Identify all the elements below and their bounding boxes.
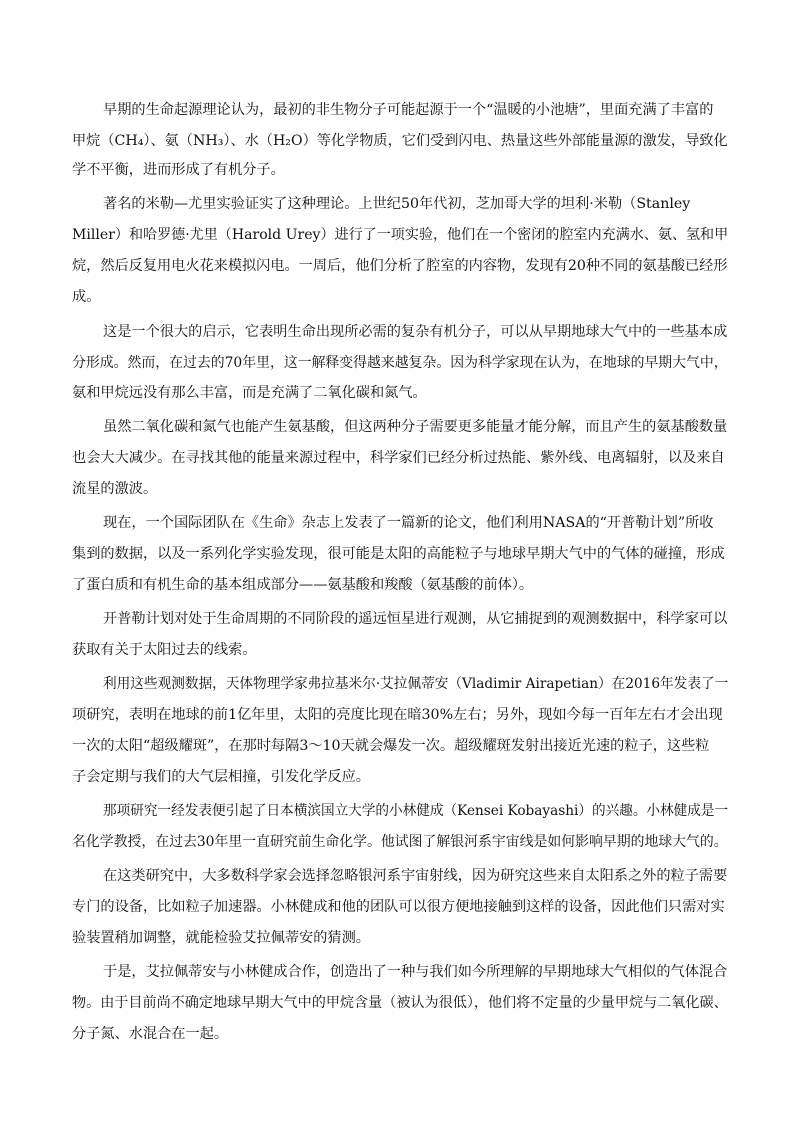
text-line: 名化学教授，在过去30年里一直研究前生命化学。他试图了解银河系宇宙线是如何影响早期的地球大气的。 (72, 834, 728, 850)
text-line: 著名的米勒—尤里实验证实了这种理论。上世纪50年代初，芝加哥大学的坦利·米勒（Stanley (103, 196, 691, 212)
text-line: 物。由于目前尚不确定地球早期大气中的甲烷含量（被认为很低），他们将不定量的少量甲烷与二氧化碳、 (72, 995, 728, 1011)
text-line: 也会大大减少。在寻找其他的能量来源过程中，科学家们已经分析过热能、紫外线、电离辐射，以及来自 (72, 450, 725, 466)
text-line: 烷，然后反复用电火花来模拟闪电。一周后，他们分析了腔室的内容物，发现有20种不同的氨基酸已经形 (72, 258, 728, 274)
text-line: 这是一个很大的启示，它表明生命出现所必需的复杂有机分子，可以从早期地球大气中的一些基本成 (103, 324, 728, 340)
text-line: 甲烷（CH₄）、氨（NH₃）、水（H₂O）等化学物质，它们受到闪电、热量这些外部能量源的激发，导致化 (72, 133, 728, 149)
text-line: 在这类研究中，大多数科学家会选择忽略银河系宇宙射线，因为研究这些来自太阳系之外的粒子需要 (103, 868, 728, 884)
text-line: 利用这些观测数据，天体物理学家弗拉基米尔·艾拉佩蒂安（Vladimir Airapetian）在2016年发表了一 (103, 676, 729, 692)
text-line: 一次的太阳“超级耀斑”，在那时每隔3～10天就会爆发一次。超级耀斑发射出接近光速的粒子，这些粒 (72, 738, 710, 754)
text-line: 早期的生命起源理论认为，最初的非生物分子可能起源于一个“温暖的小池塘”，里面充满了丰富的 (103, 102, 714, 118)
text-line: 分子氮、水混合在一起。 (72, 1026, 229, 1042)
text-line: 那项研究一经发表便引起了日本横滨国立大学的小林健成（Kensei Kobayashi）的兴趣。小林健成是一 (103, 803, 729, 819)
text-line: 验装置稍加调整，就能检验艾拉佩蒂安的猜测。 (72, 930, 370, 946)
text-line: 分形成。然而，在过去的70年里，这一解释变得越来越复杂。因为科学家现在认为，在地球的早期大气中， (72, 355, 728, 371)
text-line: 于是，艾拉佩蒂安与小林健成合作，创造出了一种与我们如今所理解的早期地球大气相似的气体混合 (103, 964, 728, 980)
text-line: 项研究，表明在地球的前1亿年里，太阳的亮度比现在暗30%左右；另外，现如今每一百年左右才会出现 (72, 707, 723, 723)
text-line: 现在，一个国际团队在《生命》杂志上发表了一篇新的论文，他们利用NASA的“开普勒计划”所收 (103, 515, 714, 531)
text-line: 成。 (72, 289, 101, 305)
text-line: 开普勒计划对处于生命周期的不同阶段的遥远恒星进行观测，从它捕捉到的观测数据中，科学家可以 (103, 611, 728, 627)
text-line: 子会定期与我们的大气层相撞，引发化学反应。 (72, 769, 370, 785)
text-line: Miller）和哈罗德·尤里（Harold Urey）进行了一项实验，他们在一个密闭的腔室内充满水、氨、氢和甲 (72, 227, 729, 243)
text-line: 学不平衡，进而形成了有机分子。 (72, 162, 285, 178)
text-line: 专门的设备，比如粒子加速器。小林健成和他的团队可以很方便地接触到这样的设备，因此他们只需对实 (72, 899, 725, 915)
text-line: 获取有关于太阳过去的线索。 (72, 642, 257, 658)
text-line: 氨和甲烷远没有那么丰富，而是充满了二氧化碳和氮气。 (72, 385, 427, 401)
text-line: 了蛋白质和有机生命的基本组成部分——氨基酸和羧酸（氨基酸的前体）。 (72, 577, 534, 593)
text-line: 虽然二氧化碳和氮气也能产生氨基酸，但这两种分子需要更多能量才能分解，而且产生的氨基酸数量 (103, 419, 728, 435)
text-line: 流星的激波。 (72, 481, 158, 497)
text-line: 集到的数据，以及一系列化学实验发现，很可能是太阳的高能粒子与地球早期大气中的气体的碰撞，形成 (72, 546, 725, 562)
